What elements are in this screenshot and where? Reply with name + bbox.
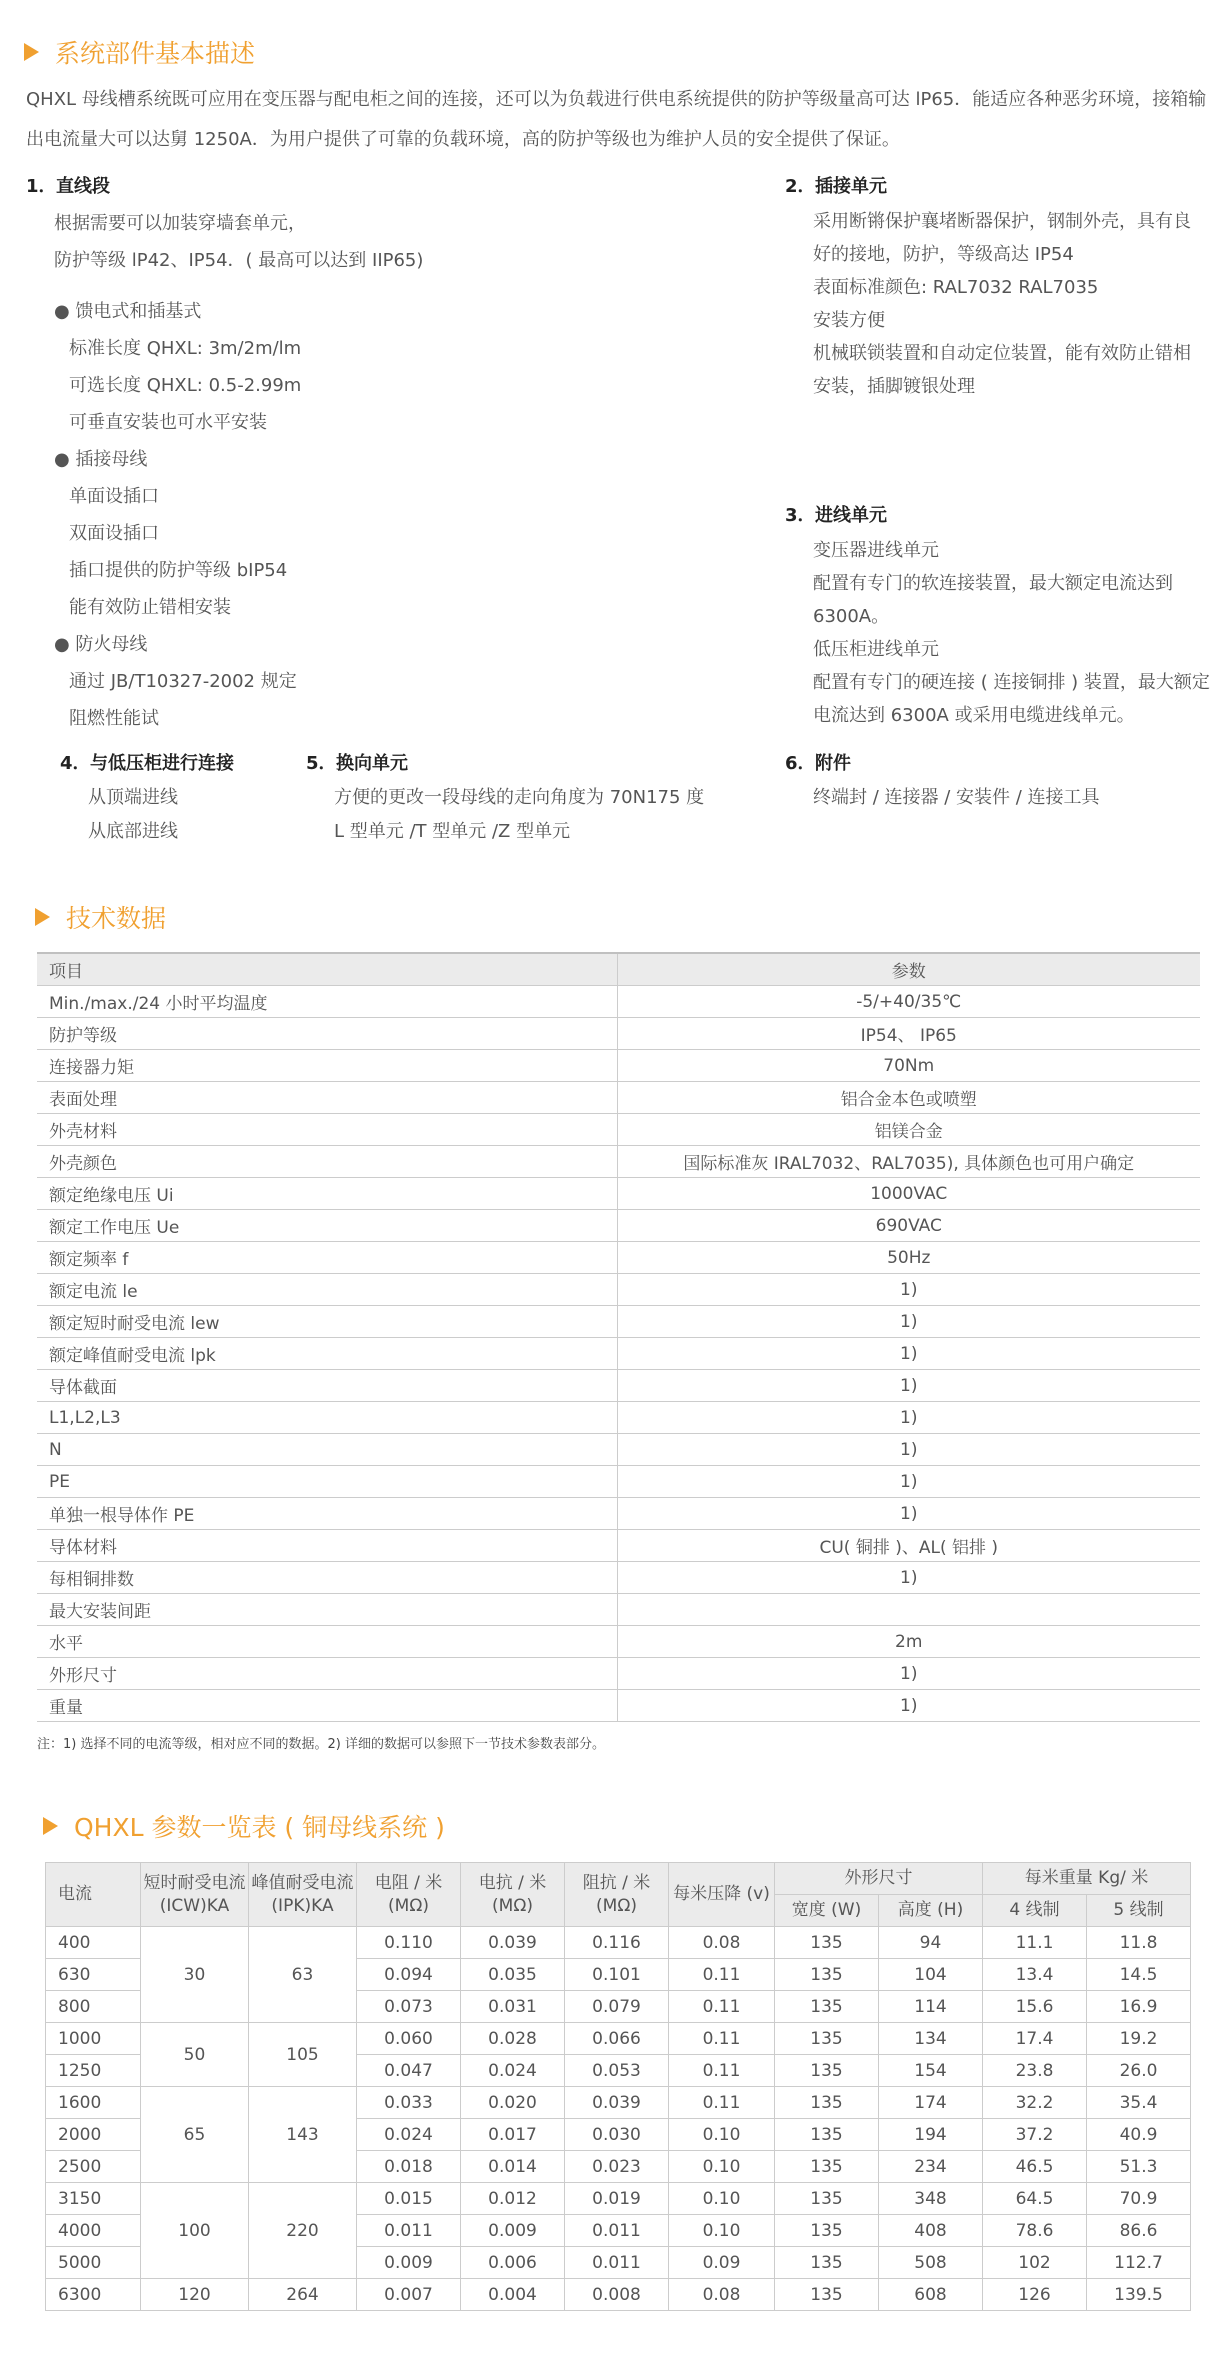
weight-4wire-cell: 17.4 xyxy=(983,2023,1087,2055)
table-row xyxy=(37,986,1200,1018)
intro-paragraph: QHXL 母线槽系统既可应用在变压器与配电柜之间的连接，还可以为负载进行供电系统提供的防护等级量高可达 lP65．能适应各种恶劣环境，接箱输出电流量大可以达舅 1250A．为用户提供了可靠的负载环境，高的防护等级也为维护人员的安全提供了保证。 xyxy=(26,89,1207,150)
impedance-cell: 0.079 xyxy=(565,1991,669,2023)
table-row xyxy=(37,1210,1200,1242)
param-name-cell: 额定工作电压 Ue xyxy=(37,1210,617,1242)
table-row xyxy=(37,1594,1200,1626)
param-value-cell: 1) xyxy=(617,1562,1200,1594)
section-title-params xyxy=(43,1808,445,1844)
header-voltage-drop: 每米压降 (v) xyxy=(669,1863,775,1927)
weight-5wire-cell: 14.5 xyxy=(1087,1959,1191,1991)
table-row xyxy=(37,1146,1200,1178)
param-name-cell: N xyxy=(37,1434,617,1466)
group-item: 可垂直安装也可水平安装 xyxy=(69,412,267,433)
weight-4wire-cell: 23.8 xyxy=(983,2055,1087,2087)
param-name-cell: Min./max./24 小时平均温度 xyxy=(37,986,617,1018)
voltage-drop-cell: 0.11 xyxy=(669,1991,775,2023)
table-row xyxy=(37,1626,1200,1658)
voltage-drop-cell: 0.11 xyxy=(669,2087,775,2119)
impedance-cell: 0.039 xyxy=(565,2087,669,2119)
table-row xyxy=(37,1114,1200,1146)
impedance-cell: 0.011 xyxy=(565,2215,669,2247)
header-current: 电流 xyxy=(46,1863,141,1927)
column-header: 参数 xyxy=(617,953,1200,986)
table-row xyxy=(37,1498,1200,1530)
resistance-cell: 0.110 xyxy=(357,1927,461,1959)
desc-line: 防护等级 lP42、IP54．( 最高可以达到 IIP65) xyxy=(54,250,424,271)
weight-4wire-cell: 11.1 xyxy=(983,1927,1087,1959)
weight-5wire-cell: 19.2 xyxy=(1087,2023,1191,2055)
param-name-cell: 重量 xyxy=(37,1690,617,1722)
voltage-drop-cell: 0.10 xyxy=(669,2151,775,2183)
resistance-cell: 0.073 xyxy=(357,1991,461,2023)
current-cell: 400 xyxy=(46,1927,141,1959)
table-row xyxy=(37,1466,1200,1498)
plug-unit-line: 采用断锵保护襄堵断器保护，钢制外壳，具有良 xyxy=(813,211,1191,232)
accessories-line: 终端封 / 连接器 / 安装件 / 连接工具 xyxy=(813,787,1100,808)
param-value-cell: 铝镁合金 xyxy=(617,1114,1200,1146)
table-row xyxy=(37,1306,1200,1338)
reactance-cell: 0.012 xyxy=(461,2183,565,2215)
group-item: 插口提供的防护等级 bIP54 xyxy=(69,560,288,581)
height-cell: 508 xyxy=(879,2247,983,2279)
resistance-cell: 0.033 xyxy=(357,2087,461,2119)
param-value-cell: 1) xyxy=(617,1434,1200,1466)
reactance-cell: 0.006 xyxy=(461,2247,565,2279)
flag-icon xyxy=(35,908,50,926)
impedance-cell: 0.101 xyxy=(565,1959,669,1991)
item-heading-3: 3．进线单元 xyxy=(785,505,887,526)
plug-unit-block xyxy=(785,168,1215,403)
weight-5wire-cell: 70.9 xyxy=(1087,2183,1191,2215)
plug-unit-line: 好的接地，防护，等级高达 IP54 xyxy=(813,244,1074,265)
header-5wire: 5 线制 xyxy=(1087,1895,1191,1927)
voltage-drop-cell: 0.11 xyxy=(669,1959,775,1991)
width-cell: 135 xyxy=(775,2151,879,2183)
param-value-cell: 1000VAC xyxy=(617,1178,1200,1210)
impedance-cell: 0.023 xyxy=(565,2151,669,2183)
param-name-cell: 额定绝缘电压 Ui xyxy=(37,1178,617,1210)
param-value-cell: 1) xyxy=(617,1370,1200,1402)
direction-line: 方便的更改一段母线的走向角度为 70N175 度 xyxy=(334,787,705,808)
current-cell: 630 xyxy=(46,1959,141,1991)
weight-4wire-cell: 78.6 xyxy=(983,2215,1087,2247)
height-cell: 234 xyxy=(879,2151,983,2183)
plug-unit-line: 安装，插脚镀银处理 xyxy=(813,376,975,397)
weight-5wire-cell: 86.6 xyxy=(1087,2215,1191,2247)
table-row xyxy=(37,1370,1200,1402)
weight-5wire-cell: 16.9 xyxy=(1087,1991,1191,2023)
ipk-cell: 143 xyxy=(249,2087,357,2183)
header-weight: 每米重量 Kg/ 米 xyxy=(983,1863,1191,1895)
ipk-cell: 105 xyxy=(249,2023,357,2087)
param-value-cell: 690VAC xyxy=(617,1210,1200,1242)
voltage-drop-cell: 0.10 xyxy=(669,2119,775,2151)
table-row xyxy=(46,2279,1191,2311)
voltage-drop-cell: 0.08 xyxy=(669,1927,775,1959)
section-title-text: 技术数据 xyxy=(66,904,167,933)
group-item: 通过 JB/T10327-2002 规定 xyxy=(69,671,297,692)
table-row xyxy=(37,1562,1200,1594)
resistance-cell: 0.011 xyxy=(357,2215,461,2247)
reactance-cell: 0.024 xyxy=(461,2055,565,2087)
table-row xyxy=(46,2023,1191,2055)
param-name-cell: 额定电流 le xyxy=(37,1274,617,1306)
plug-unit-line: 安装方便 xyxy=(813,310,885,331)
weight-5wire-cell: 51.3 xyxy=(1087,2151,1191,2183)
param-value-cell: 1) xyxy=(617,1690,1200,1722)
icw-cell: 65 xyxy=(141,2087,249,2183)
param-value-cell: 1) xyxy=(617,1658,1200,1690)
table-row xyxy=(37,1658,1200,1690)
header-height: 高度 (H) xyxy=(879,1895,983,1927)
width-cell: 135 xyxy=(775,2023,879,2055)
current-cell: 3150 xyxy=(46,2183,141,2215)
height-cell: 134 xyxy=(879,2023,983,2055)
weight-4wire-cell: 102 xyxy=(983,2247,1087,2279)
reactance-cell: 0.039 xyxy=(461,1927,565,1959)
desc-line: 根据需要可以加装穿墙套单元， xyxy=(54,213,306,234)
flag-icon xyxy=(43,1817,58,1835)
group-item: 单面设插口 xyxy=(69,486,159,507)
param-name-cell: 额定频率 f xyxy=(37,1242,617,1274)
incoming-unit-line: 6300A。 xyxy=(813,606,890,627)
weight-5wire-cell: 35.4 xyxy=(1087,2087,1191,2119)
incoming-unit-block xyxy=(785,497,1215,732)
impedance-cell: 0.116 xyxy=(565,1927,669,1959)
reactance-cell: 0.009 xyxy=(461,2215,565,2247)
group-heading: ● 馈电式和插基式 xyxy=(54,301,202,322)
param-name-cell: 外壳颜色 xyxy=(37,1146,617,1178)
current-cell: 4000 xyxy=(46,2215,141,2247)
connect-line: 从底部进线 xyxy=(88,821,178,842)
header-ipk: 峰值耐受电流 (IPK)KA xyxy=(249,1863,357,1927)
weight-4wire-cell: 37.2 xyxy=(983,2119,1087,2151)
voltage-drop-cell: 0.08 xyxy=(669,2279,775,2311)
item-heading-6: 6．附件 xyxy=(785,753,851,774)
height-cell: 608 xyxy=(879,2279,983,2311)
voltage-drop-cell: 0.09 xyxy=(669,2247,775,2279)
param-value-cell: 国际标准灰 IRAL7032、RAL7035), 具体颜色也可用户确定 xyxy=(617,1146,1200,1178)
header-reactance: 电抗 / 米 (MΩ) xyxy=(461,1863,565,1927)
param-name-cell: PE xyxy=(37,1466,617,1498)
header-resistance: 电阻 / 米 (MΩ) xyxy=(357,1863,461,1927)
width-cell: 135 xyxy=(775,2055,879,2087)
weight-5wire-cell: 40.9 xyxy=(1087,2119,1191,2151)
group-item: 阻燃性能试 xyxy=(69,708,159,729)
param-value-cell: 50Hz xyxy=(617,1242,1200,1274)
param-name-cell: 外壳材料 xyxy=(37,1114,617,1146)
param-value-cell: 1) xyxy=(617,1274,1200,1306)
table-row xyxy=(37,1274,1200,1306)
header-width: 宽度 (W) xyxy=(775,1895,879,1927)
table-note: 注：1) 选择不同的电流等级，相对应不同的数据。2) 详细的数据可以参照下一节技术参数表部分。 xyxy=(37,1737,605,1752)
param-name-cell: L1,L2,L3 xyxy=(37,1402,617,1434)
impedance-cell: 0.030 xyxy=(565,2119,669,2151)
resistance-cell: 0.060 xyxy=(357,2023,461,2055)
width-cell: 135 xyxy=(775,2215,879,2247)
current-cell: 1250 xyxy=(46,2055,141,2087)
voltage-drop-cell: 0.10 xyxy=(669,2215,775,2247)
section-title-text: QHXL 参数一览表 ( 铜母线系统 ) xyxy=(74,1813,445,1842)
item-heading-4: 4．与低压柜进行连接 xyxy=(60,753,234,774)
weight-5wire-cell: 11.8 xyxy=(1087,1927,1191,1959)
height-cell: 408 xyxy=(879,2215,983,2247)
param-value-cell: IP54、 IP65 xyxy=(617,1018,1200,1050)
weight-4wire-cell: 13.4 xyxy=(983,1959,1087,1991)
incoming-unit-line: 低压柜进线单元 xyxy=(813,639,939,660)
impedance-cell: 0.011 xyxy=(565,2247,669,2279)
reactance-cell: 0.014 xyxy=(461,2151,565,2183)
width-cell: 135 xyxy=(775,1927,879,1959)
height-cell: 114 xyxy=(879,1991,983,2023)
impedance-cell: 0.019 xyxy=(565,2183,669,2215)
low-voltage-connect-block xyxy=(60,747,320,849)
incoming-unit-line: 配置有专门的硬连接 ( 连接铜排 ) 装置，最大额定 xyxy=(813,672,1210,693)
item-heading-1: 1．直线段 xyxy=(26,176,110,197)
param-name-cell: 水平 xyxy=(37,1626,617,1658)
ipk-cell: 220 xyxy=(249,2183,357,2279)
current-cell: 5000 xyxy=(46,2247,141,2279)
param-value-cell: 1) xyxy=(617,1402,1200,1434)
group-item: 标准长度 QHXL: 3m/2m/lm xyxy=(69,338,302,359)
connect-line: 从顶端进线 xyxy=(88,787,178,808)
section-title-components xyxy=(24,34,255,70)
height-cell: 194 xyxy=(879,2119,983,2151)
table-row xyxy=(46,1927,1191,1959)
reactance-cell: 0.028 xyxy=(461,2023,565,2055)
param-value-cell: CU( 铜排 )、AL( 铝排 ) xyxy=(617,1530,1200,1562)
current-cell: 6300 xyxy=(46,2279,141,2311)
table-row xyxy=(37,1434,1200,1466)
param-name-cell: 单独一根导体作 PE xyxy=(37,1498,617,1530)
param-name-cell: 表面处理 xyxy=(37,1082,617,1114)
resistance-cell: 0.024 xyxy=(357,2119,461,2151)
ipk-cell: 63 xyxy=(249,1927,357,2023)
group-item: 双面设插口 xyxy=(69,523,159,544)
resistance-cell: 0.018 xyxy=(357,2151,461,2183)
table-row xyxy=(37,1082,1200,1114)
section-title-tech xyxy=(35,899,166,935)
group-heading: ● 插接母线 xyxy=(54,449,148,470)
width-cell: 135 xyxy=(775,1959,879,1991)
reactance-cell: 0.017 xyxy=(461,2119,565,2151)
weight-4wire-cell: 32.2 xyxy=(983,2087,1087,2119)
column-header: 项目 xyxy=(37,953,617,986)
resistance-cell: 0.094 xyxy=(357,1959,461,1991)
param-value-cell: 1) xyxy=(617,1306,1200,1338)
param-name-cell: 连接器力矩 xyxy=(37,1050,617,1082)
voltage-drop-cell: 0.11 xyxy=(669,2023,775,2055)
table-row xyxy=(37,1530,1200,1562)
param-name-cell: 额定短时耐受电流 lew xyxy=(37,1306,617,1338)
param-value-cell xyxy=(617,1594,1200,1626)
table-row xyxy=(37,1178,1200,1210)
current-cell: 1600 xyxy=(46,2087,141,2119)
table-row xyxy=(37,1338,1200,1370)
icw-cell: 50 xyxy=(141,2023,249,2087)
table-header-row xyxy=(37,953,1200,986)
accessories-block xyxy=(785,747,1215,815)
reactance-cell: 0.035 xyxy=(461,1959,565,1991)
icw-cell: 120 xyxy=(141,2279,249,2311)
resistance-cell: 0.015 xyxy=(357,2183,461,2215)
width-cell: 135 xyxy=(775,2119,879,2151)
width-cell: 135 xyxy=(775,2087,879,2119)
group-item: 能有效防止错相安装 xyxy=(69,597,231,618)
reactance-cell: 0.031 xyxy=(461,1991,565,2023)
table-row xyxy=(37,1242,1200,1274)
impedance-cell: 0.053 xyxy=(565,2055,669,2087)
param-value-cell: 1) xyxy=(617,1498,1200,1530)
incoming-unit-line: 电流达到 6300A 或采用电缆进线单元。 xyxy=(813,705,1135,726)
table-row xyxy=(46,2087,1191,2119)
param-value-cell: -5/+40/35℃ xyxy=(617,986,1200,1018)
reactance-cell: 0.020 xyxy=(461,2087,565,2119)
table-row xyxy=(37,1402,1200,1434)
param-name-cell: 导体材料 xyxy=(37,1530,617,1562)
group-item: 可选长度 QHXL: 0.5-2.99m xyxy=(69,375,302,396)
current-cell: 2000 xyxy=(46,2119,141,2151)
header-4wire: 4 线制 xyxy=(983,1895,1087,1927)
height-cell: 154 xyxy=(879,2055,983,2087)
param-name-cell: 导体截面 xyxy=(37,1370,617,1402)
direction-unit-block xyxy=(306,747,776,849)
flag-icon xyxy=(24,43,39,61)
weight-4wire-cell: 15.6 xyxy=(983,1991,1087,2023)
plug-unit-line: 表面标准颜色: RAL7032 RAL7035 xyxy=(813,277,1099,298)
current-cell: 1000 xyxy=(46,2023,141,2055)
height-cell: 348 xyxy=(879,2183,983,2215)
width-cell: 135 xyxy=(775,2279,879,2311)
param-value-cell: 2m xyxy=(617,1626,1200,1658)
param-value-cell: 1) xyxy=(617,1338,1200,1370)
header-icw: 短时耐受电流 (ICW)KA xyxy=(141,1863,249,1927)
tech-data-table xyxy=(37,952,1200,1722)
current-cell: 800 xyxy=(46,1991,141,2023)
impedance-cell: 0.008 xyxy=(565,2279,669,2311)
weight-4wire-cell: 126 xyxy=(983,2279,1087,2311)
parameter-table xyxy=(45,1862,1191,2311)
table-row xyxy=(37,1050,1200,1082)
group-heading: ● 防火母线 xyxy=(54,634,148,655)
param-name-cell: 每相铜排数 xyxy=(37,1562,617,1594)
weight-5wire-cell: 112.7 xyxy=(1087,2247,1191,2279)
height-cell: 104 xyxy=(879,1959,983,1991)
weight-5wire-cell: 139.5 xyxy=(1087,2279,1191,2311)
voltage-drop-cell: 0.10 xyxy=(669,2183,775,2215)
resistance-cell: 0.009 xyxy=(357,2247,461,2279)
weight-4wire-cell: 64.5 xyxy=(983,2183,1087,2215)
incoming-unit-line: 配置有专门的软连接装置，最大额定电流达到 xyxy=(813,573,1173,594)
param-value-cell: 1) xyxy=(617,1466,1200,1498)
height-cell: 94 xyxy=(879,1927,983,1959)
header-impedance: 阻抗 / 米 (MΩ) xyxy=(565,1863,669,1927)
straight-section-block xyxy=(26,168,746,737)
direction-line: L 型单元 /T 型单元 /Z 型单元 xyxy=(334,821,571,842)
width-cell: 135 xyxy=(775,2247,879,2279)
icw-cell: 30 xyxy=(141,1927,249,2023)
resistance-cell: 0.047 xyxy=(357,2055,461,2087)
reactance-cell: 0.004 xyxy=(461,2279,565,2311)
param-value-cell: 70Nm xyxy=(617,1050,1200,1082)
item-heading-5: 5．换向单元 xyxy=(306,753,408,774)
table-row xyxy=(46,2183,1191,2215)
param-name-cell: 最大安装间距 xyxy=(37,1594,617,1626)
param-name-cell: 外形尺寸 xyxy=(37,1658,617,1690)
section-title-text: 系统部件基本描述 xyxy=(55,39,256,68)
current-cell: 2500 xyxy=(46,2151,141,2183)
plug-unit-line: 机械联锁装置和自动定位装置，能有效防止错相 xyxy=(813,343,1191,364)
weight-4wire-cell: 46.5 xyxy=(983,2151,1087,2183)
ipk-cell: 264 xyxy=(249,2279,357,2311)
param-name-cell: 防护等级 xyxy=(37,1018,617,1050)
voltage-drop-cell: 0.11 xyxy=(669,2055,775,2087)
impedance-cell: 0.066 xyxy=(565,2023,669,2055)
height-cell: 174 xyxy=(879,2087,983,2119)
resistance-cell: 0.007 xyxy=(357,2279,461,2311)
param-value-cell: 铝合金本色或喷塑 xyxy=(617,1082,1200,1114)
incoming-unit-line: 变压器进线单元 xyxy=(813,540,939,561)
param-name-cell: 额定峰值耐受电流 lpk xyxy=(37,1338,617,1370)
weight-5wire-cell: 26.0 xyxy=(1087,2055,1191,2087)
table-row xyxy=(37,1018,1200,1050)
header-dimensions: 外形尺寸 xyxy=(775,1863,983,1895)
width-cell: 135 xyxy=(775,2183,879,2215)
table-row xyxy=(37,1690,1200,1722)
width-cell: 135 xyxy=(775,1991,879,2023)
item-heading-2: 2．插接单元 xyxy=(785,176,887,197)
icw-cell: 100 xyxy=(141,2183,249,2279)
